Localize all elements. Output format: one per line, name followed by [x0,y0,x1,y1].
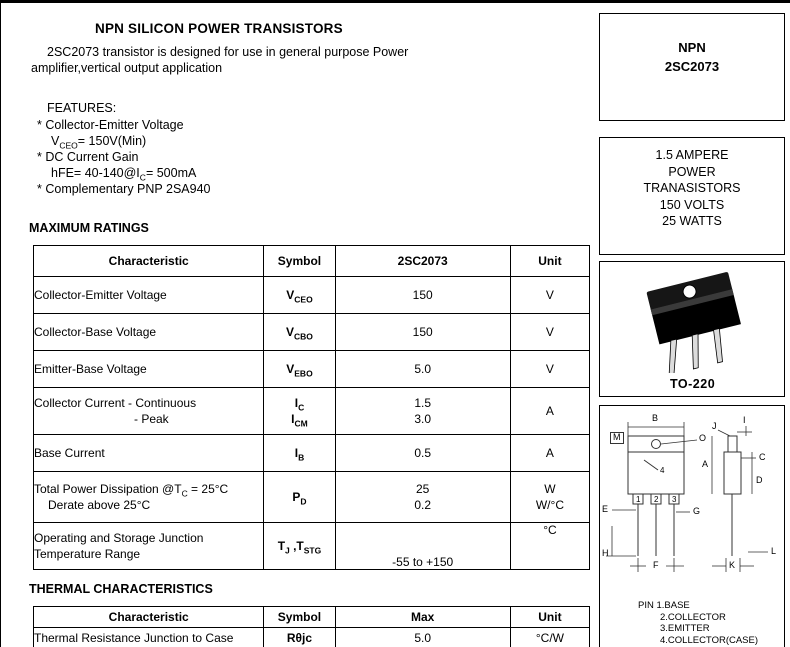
dim-label-f: F [653,560,659,570]
characteristic-cell: Collector-Base Voltage [34,314,264,351]
characteristic-cell: Total Power Dissipation $@T_C = 25^\circ C$ Derate above 25°C [34,472,264,523]
pin-note: 4.COLLECTOR(CASE) [660,634,759,646]
dim-label-o: O [699,433,707,443]
feature-line: * Complementary PNP 2SA940 [37,182,211,196]
col-header-unit: Unit [510,246,589,277]
col-header-unit: Unit [510,607,589,628]
table-row [34,435,590,472]
unit-cell: V [510,314,589,351]
symbol-cell: Rθjc [264,628,335,647]
characteristic-cell: Emitter-Base Voltage [34,351,264,388]
pin-note: 3.EMITTER [660,623,710,634]
package-label: TO-220 [670,377,716,391]
feature-line: * DC Current Gain [37,150,139,164]
col-header-characteristic: Characteristic [34,246,264,277]
symbol-cell: $I_B$ [264,435,335,472]
summary-line: POWER [668,164,716,179]
table-row [34,388,590,435]
pin-number-1: 1 [636,495,641,504]
dim-label-k: K [729,560,736,570]
description-line-2: amplifier,vertical output application [31,61,223,75]
pin-number-4: 4 [660,466,665,475]
symbol-cell: $V_{CEO}$ [264,277,335,314]
feature-text: hFE= 40-140@I [51,166,140,180]
description-line-1: 2SC2073 transistor is designed for use in general purpose Power [47,45,409,59]
value-cell: 5.0 [335,351,510,388]
main-column [29,11,591,647]
dim-label-m: M [610,432,624,444]
table-row [34,314,590,351]
dim-label-h: H [602,548,609,558]
dimensions-box [599,405,785,647]
package-image-box [599,261,785,397]
characteristic-cell: Collector Current - Continuous - Peak [34,388,264,435]
dim-label-i: I [743,415,746,425]
dimension-drawing [600,406,786,596]
col-header-characteristic: Characteristic [34,607,264,628]
features-heading: FEATURES: [47,101,117,115]
unit-cell: °C/W [510,628,589,647]
characteristic-cell: Collector-Emitter Voltage [34,277,264,314]
dimension-outline-drawing [600,406,786,596]
dim-label-g: G [693,506,701,516]
unit-cell: °C [510,523,589,570]
summary-box [599,137,785,255]
transistor-type: NPN [678,40,706,55]
pin-note: PIN 1.BASE [638,600,690,611]
table-row [34,628,590,647]
col-header-max: Max [335,607,510,628]
thermal-characteristics-table [33,606,590,647]
maximum-ratings-table [33,245,590,570]
table-row [34,472,590,523]
feature-subscript: C [139,172,146,183]
feature-line: * Collector-Emitter Voltage [37,118,184,132]
symbol-cell: $I_C$ $I_{CM}$ [264,388,335,435]
characteristic-cell: Base Current [34,435,264,472]
characteristic-cell: Thermal Resistance Junction to Case [34,628,264,647]
dim-label-c: C [759,452,766,462]
unit-cell: V [510,351,589,388]
pin-number-2: 2 [654,495,659,504]
characteristic-cell: Operating and Storage Junction Temperature Range [34,523,264,570]
dim-label-d: D [756,475,763,485]
value-cell: 1.5 3.0 [335,388,510,435]
summary-line: 1.5 AMPERE [655,148,729,162]
col-header-part-number: 2SC2073 [335,246,510,277]
pin-number-3: 3 [672,495,677,504]
table-header-row [34,246,590,277]
to220-package-drawing [616,268,766,373]
symbol-cell: $V_{CBO}$ [264,314,335,351]
symbol-cell: $P_D$ [264,472,335,523]
page-title: NPN SILICON POWER TRANSISTORS [95,21,343,36]
max-ratings-heading: MAXIMUM RATINGS [29,221,149,235]
dim-label-j: J [712,421,717,431]
col-header-symbol: Symbol [264,607,335,628]
symbol-cell: $V_{EBO}$ [264,351,335,388]
pin-note: 2.COLLECTOR [660,611,726,623]
dim-label-l: L [771,546,777,556]
feature-line [51,165,591,181]
part-number-box [599,13,785,121]
value-cell: 5.0 [335,628,510,647]
dim-label-b: B [652,413,659,423]
value-cell: -55 to +150 [335,523,510,570]
unit-cell: A [510,435,589,472]
summary-line: TRANASISTORS [643,181,741,195]
summary-line: 150 VOLTS [659,197,725,212]
table-header-row [34,607,590,628]
value-cell: 150 [335,314,510,351]
unit-cell: W W/°C [510,472,589,523]
value-cell: 25 0.2 [335,472,510,523]
table-row [34,277,590,314]
table-row [34,523,590,570]
unit-cell: A [510,388,589,435]
col-header-symbol: Symbol [264,246,335,277]
thermal-heading: THERMAL CHARACTERISTICS [29,582,213,596]
dim-label-a: A [702,459,709,469]
feature-subscript: CEO [59,140,78,151]
feature-text: = 500mA [145,166,197,180]
pin-description [600,600,786,646]
feature-text: = 150V(Min) [77,134,147,148]
symbol-cell: $T_J$ $,T_{STG}$ [264,523,335,570]
summary-line: 25 WATTS [662,214,722,228]
dim-label-e: E [602,504,609,514]
feature-text: V [51,134,60,148]
unit-cell: V [510,277,589,314]
value-cell: 0.5 [335,435,510,472]
feature-line [51,133,591,149]
value-cell: 150 [335,277,510,314]
table-row [34,351,590,388]
part-number: 2SC2073 [664,59,720,74]
